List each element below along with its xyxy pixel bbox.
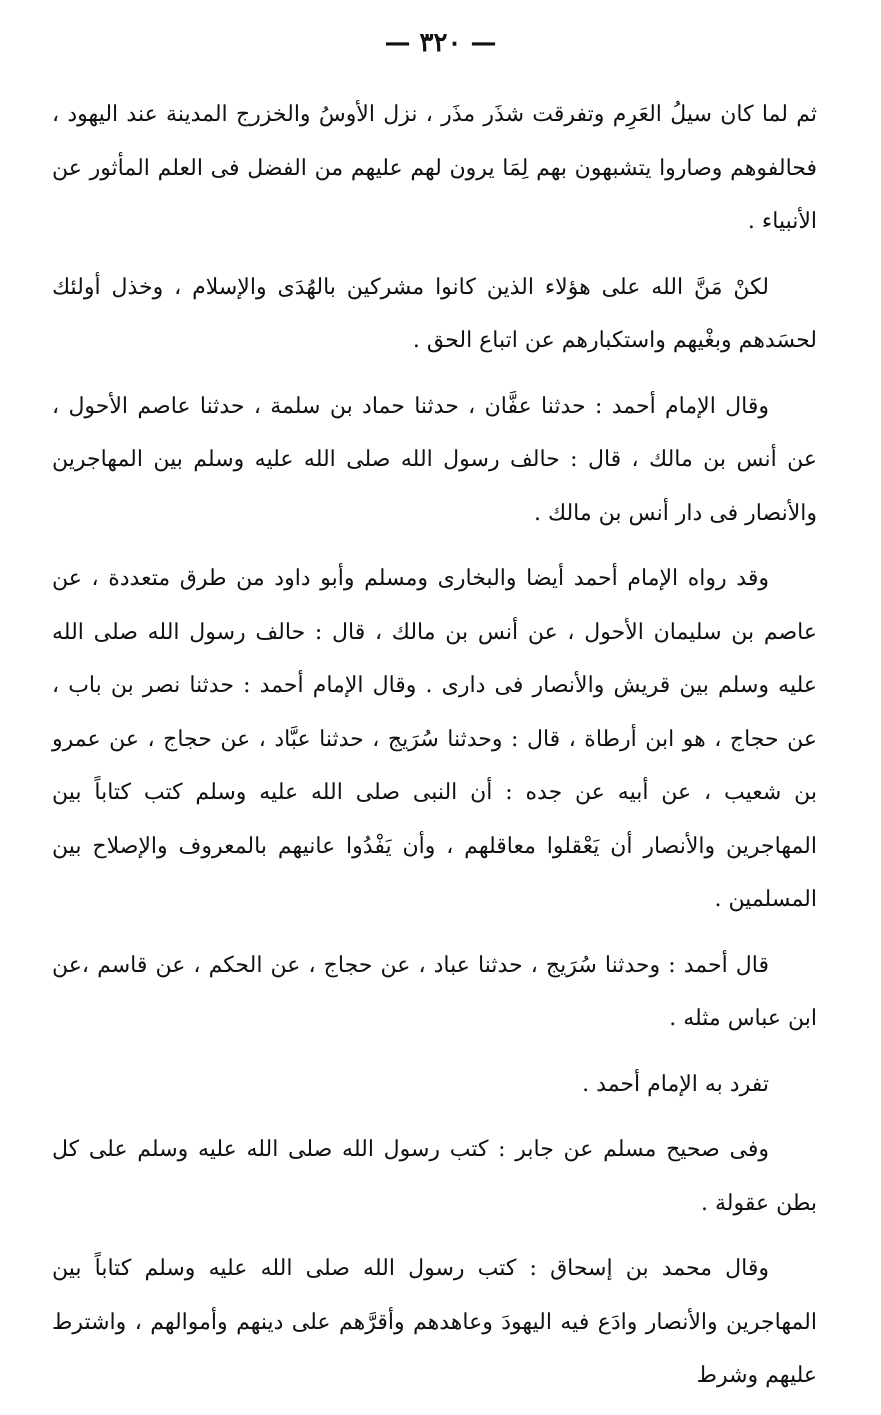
paragraph-4: وقد رواه الإمام أحمد أيضا والبخارى ومسلم وأبو داود من طرق متعددة ، عن عاصم بن سليمان الأحول ، عن أنس بن مالك ، قال : حالف رسول الله صلى الله عليه وسلم بين قريش والأنصار فى دارى . وقال الإمام أحمد : حدثنا نصر بن باب ، عن حجاج ، هو ابن أرطاة ، قال : وحدثنا سُرَيج ، حدثنا عبَّاد ، عن حجاج ، عن عمرو بن شعيب ، عن أبيه عن جده : أن النبى صلى الله عليه وسلم كتب كتاباً بين المهاجرين والأنصار أن يَعْقلوا معاقلهم ، وأن يَفْدُوا عانيهم بالمعروف والإصلاح بين المسلمين . (52, 566, 817, 912)
body-text (52, 88, 817, 1415)
paragraph-3: وقال الإمام أحمد : حدثنا عفَّان ، حدثنا حماد بن سلمة ، حدثنا عاصم الأحول ، عن أنس بن مالك ، قال : حالف رسول الله صلى الله عليه وسلم بين المهاجرين والأنصار فى دار أنس بن مالك . (52, 393, 818, 526)
paragraph-2: لكنْ مَنَّ الله على هؤلاء الذين كانوا مشركين بالهُدَى والإسلام ، وخذل أولئك لحسَدهم وبغْيهم واستكبارهم عن اتباع الحق . (52, 274, 817, 353)
paragraph-8: وقال محمد بن إسحاق : كتب رسول الله صلى الله عليه وسلم كتاباً بين المهاجرين والأنصار وادَع فيه اليهودَ وعاهدهم وأقرَّهم على دينهم وأموالهم ، واشترط عليهم وشرط (52, 1256, 817, 1388)
paragraph-5: قال أحمد : وحدثنا سُرَيج ، حدثنا عباد ، عن حجاج ، عن الحكم ، عن قاسم ،عن ابن عباس مثله . (52, 952, 817, 1031)
page-number: — ٣٢٠ — (384, 28, 497, 58)
paragraph-7: وفى صحيح مسلم عن جابر : كتب رسول الله صلى الله عليه وسلم على كل بطن عقولة . (52, 1137, 817, 1216)
paragraph-1: ثم لما كان سيلُ العَرِم وتفرقت شذَر مذَر ، نزل الأوسُ والخزرج المدينة عند اليهود ، فحالفوهم وصاروا يتشبهون بهم لِمَا يرون لهم عليهم من الفضل فى العلم المأثور عن الأنبياء . (52, 102, 817, 234)
paragraph-6: تفرد به الإمام أحمد . (582, 1071, 769, 1097)
